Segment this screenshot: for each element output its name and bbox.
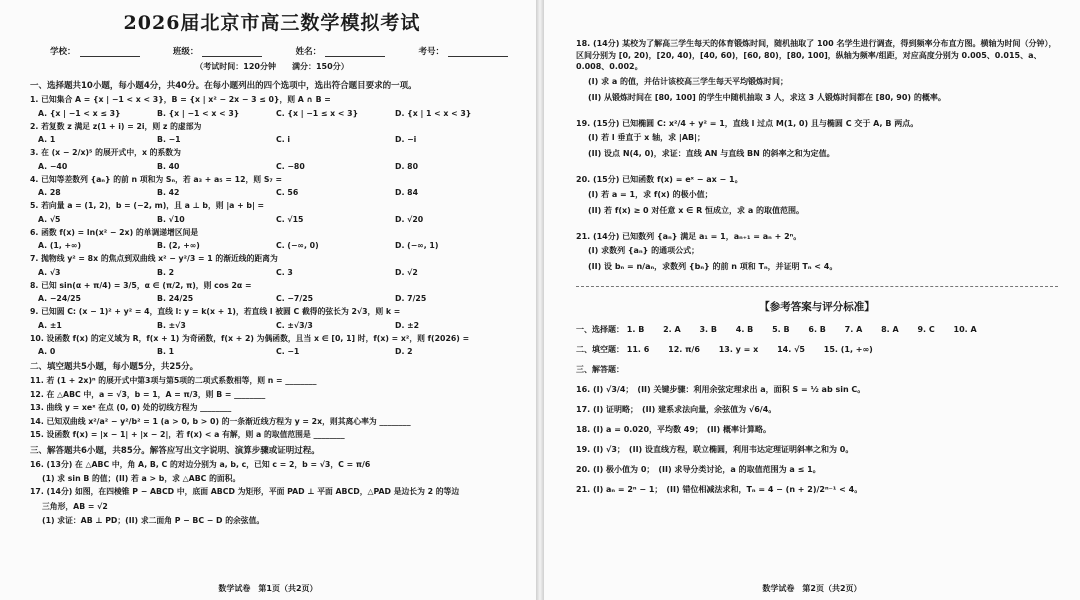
solve-question-16-parts: (1) 求 sin B 的值；(II) 若 a > b，求 △ABC 的面积。 xyxy=(42,474,241,483)
solve-question-17-cont: 三角形，AB = √2 xyxy=(42,501,108,511)
answer-item: 1. B xyxy=(626,325,645,334)
name-field: 姓名： xyxy=(296,45,386,57)
answer-17: 17. (I) 证明略； (II) 建系求法向量，余弦值为 √6/4。 xyxy=(576,405,777,414)
mc-question-10: 10. 设函数 f(x) 的定义域为 R，f(x + 1) 为奇函数，f(x + 2) 为偶函数，且当 x ∈ [0, 1] 时，f(x) = x²，则 f(2026) = A. 0 B. 1 C. −1 D. 2 xyxy=(30,334,514,357)
options: A. 0 B. 1 C. −1 D. 2 xyxy=(38,347,413,356)
solve-question-19: 19. (15分) 已知椭圆 C: x²/4 + y² = 1，直线 l 过点 M(1, 0) 且与椭圆 C 交于 A, B 两点。 xyxy=(576,118,919,128)
options: A. √3 B. 2 C. 3 D. √2 xyxy=(38,267,418,277)
solve-question-20: 20. (15分) 已知函数 f(x) = eˣ − ax − 1。 xyxy=(576,175,743,184)
solve-question-21: 21. (14分) 已知数列 {aₙ} 满足 a₁ = 1，aₙ₊₁ = aₙ + 2ⁿ。 xyxy=(576,231,802,241)
time-info: （考试时间：120分钟 满分：150分） xyxy=(195,62,349,71)
answer-item: 11. 6 xyxy=(626,345,650,354)
options: A. (1, +∞) B. (2, +∞) C. (−∞, 0) D. (−∞, 1) xyxy=(38,241,439,250)
mc-question-3: 3. 在 (x − 2/x)⁵ 的展开式中，x 的系数为 A. −40 B. 40 C. −80 D. 80 xyxy=(30,148,514,171)
section-choice-heading: 一、选择题共10小题，每小题4分，共40分。在每小题列出的四个选项中，选出符合题目要求的一项。 xyxy=(30,81,417,91)
exam-number-field: 考号： xyxy=(418,45,508,57)
page-1-footer: 数学试卷 第1页（共2页） xyxy=(218,584,318,593)
mc-question-2: 2. 若复数 z 满足 z(1 + i) = 2i，则 z 的虚部为 A. 1 B. −1 C. i D. −i xyxy=(30,122,514,145)
answer-fill-row: 二、填空题： 11. 6 12. π/6 13. y = x 14. √5 15. (1, +∞) xyxy=(576,345,873,354)
exam-title: 2026届北京市高三数学模拟考试 xyxy=(123,12,421,34)
options: A. √5 B. √10 C. √15 D. √20 xyxy=(38,214,424,224)
fill-question-12: 12. 在 △ABC 中，a = √3，b = 1，A = π/3，则 B = ________ xyxy=(30,389,266,399)
page-2-footer: 数学试卷 第2页（共2页） xyxy=(762,584,862,593)
section-solve-heading: 三、解答题共6小题，共85分。解答应写出文字说明、演算步骤或证明过程。 xyxy=(30,445,320,456)
school-field: 学校： xyxy=(50,45,140,57)
solve-question-20-part-2: (II) 若 f(x) ≥ 0 对任意 x ∈ R 恒成立，求 a 的取值范围。 xyxy=(588,205,805,215)
answer-choice-row: 一、选择题： 1. B 2. A 3. B 4. B 5. B 6. B 7. A 8. A 9. C 10. A xyxy=(576,325,977,334)
page-gutter xyxy=(536,0,544,600)
options: A. 28 B. 42 C. 56 D. 84 xyxy=(38,188,418,197)
answer-item: 8. A xyxy=(881,325,899,334)
solve-question-17-parts: (1) 求证：AB ⊥ PD；(II) 求二面角 P − BC − D 的余弦值。 xyxy=(42,515,265,525)
class-field: 班级： xyxy=(173,45,263,57)
answer-20: 20. (I) 极小值为 0； (II) 求导分类讨论，a 的取值范围为 a ≤ 1。 xyxy=(576,465,821,474)
mc-question-4: 4. 已知等差数列 {aₙ} 的前 n 项和为 Sₙ，若 a₃ + a₅ = 12，则 S₇ = A. 28 B. 42 C. 56 D. 84 xyxy=(30,175,514,198)
fill-question-14: 14. 已知双曲线 x²/a² − y²/b² = 1 (a > 0, b > 0) 的一条渐近线方程为 y = 2x，则其离心率为 ________ xyxy=(30,416,411,426)
mc-question-7: 7. 抛物线 y² = 8x 的焦点到双曲线 x² − y²/3 = 1 的渐近线的距离为 A. √3 B. 2 C. 3 D. √2 xyxy=(30,254,514,277)
solve-question-21-part-1: (I) 求数列 {aₙ} 的通项公式； xyxy=(588,246,700,255)
answer-18: 18. (I) a = 0.020，平均数 49； (II) 概率计算略。 xyxy=(576,425,771,434)
answer-21: 21. (I) aₙ = 2ⁿ − 1； (II) 错位相减法求和，Tₙ = 4 − (n + 2)/2ⁿ⁻¹ < 4。 xyxy=(576,485,863,494)
answer-item: 10. A xyxy=(953,325,977,334)
fill-question-13: 13. 曲线 y = xeˣ 在点 (0, 0) 处的切线方程为 ________ xyxy=(30,403,232,412)
mc-question-1: 1. 已知集合 A = {x | −1 < x < 3}，B = {x | x² − 2x − 3 ≤ 0}，则 A ∩ B = A. {x | −1 < x ≤ 3} B. {x | −1 < x < 3} C. {x | −1 ≤ x < 3} D. {x | 1 < x < 3} xyxy=(30,95,514,118)
answer-item: 9. C xyxy=(917,325,935,334)
fill-question-15: 15. 设函数 f(x) = |x − 1| + |x − 2|，若 f(x) < a 有解，则 a 的取值范围是 ________ xyxy=(30,430,345,439)
solve-question-19-part-2: (II) 设点 N(4, 0)，求证：直线 AN 与直线 BN 的斜率之和为定值。 xyxy=(588,149,835,158)
answer-title: 【参考答案与评分标准】 xyxy=(759,301,875,313)
answer-item: 6. B xyxy=(808,325,826,334)
answer-item: 2. A xyxy=(663,325,681,334)
options: A. ±1 B. ±√3 C. ±√3/3 D. ±2 xyxy=(38,320,420,330)
solve-question-18-part-1: (I) 求 a 的值，并估计该校高三学生每天平均锻炼时间； xyxy=(588,76,789,86)
school-blank xyxy=(80,56,140,57)
answer-item: 12. π/6 xyxy=(668,345,700,354)
answer-item: 4. B xyxy=(735,325,754,334)
answer-19: 19. (I) √3； (II) 设直线方程，联立椭圆，利用韦达定理证明斜率之和为 0。 xyxy=(576,445,854,454)
mc-question-9: 9. 已知圆 C: (x − 1)² + y² = 4，直线 l: y = k(x + 1)，若直线 l 被圆 C 截得的弦长为 2√3，则 k = A. ±1 B. ±√3 C. ±√3/3 D. ±2 xyxy=(30,307,514,330)
solve-question-19-part-1: (I) 若 l 垂直于 x 轴，求 |AB|； xyxy=(588,133,706,142)
fill-question-11: 11. 若 (1 + 2x)ⁿ 的展开式中第3项与第5项的二项式系数相等，则 n = ________ xyxy=(30,376,317,385)
options: A. −24/25 B. 24/25 C. −7/25 D. 7/25 xyxy=(38,294,427,303)
mc-question-5: 5. 若向量 a = (1, 2)，b = (−2, m)，且 a ⊥ b，则 |a + b| = A. √5 B. √10 C. √15 D. √20 xyxy=(30,201,514,224)
exam-page-1 xyxy=(0,0,536,600)
options: A. 1 B. −1 C. i D. −i xyxy=(38,135,417,144)
solve-question-18-part-2: (II) 从锻炼时间在 [80, 100] 的学生中随机抽取 3 人，求这 3 人锻炼时间都在 [80, 90) 的概率。 xyxy=(588,92,946,102)
mc-question-8: 8. 已知 sin(α + π/4) = 3/5，α ∈ (π/2, π)，则 cos 2α = A. −24/25 B. 24/25 C. −7/25 D. 7/25 xyxy=(30,281,514,304)
options: A. −40 B. 40 C. −80 D. 80 xyxy=(38,161,418,171)
answer-16: 16. (I) √3/4； (II) 关键步骤：利用余弦定理求出 a，面积 S = ½ ab sin C。 xyxy=(576,385,866,394)
answer-divider xyxy=(576,286,1058,287)
solve-question-17: 17. (14分) 如图，在四棱锥 P − ABCD 中，底面 ABCD 为矩形，平面 PAD ⊥ 平面 ABCD，△PAD 是边长为 2 的等边 xyxy=(30,487,460,496)
solve-question-21-part-2: (II) 设 bₙ = n/aₙ，求数列 {bₙ} 的前 n 项和 Tₙ，并证明 Tₙ < 4。 xyxy=(588,262,838,271)
solve-question-16: 16. (13分) 在 △ABC 中，角 A, B, C 的对边分别为 a, b, c，已知 c = 2，b = √3，C = π/6 xyxy=(30,459,371,469)
answer-item: 7. A xyxy=(844,325,863,334)
solve-question-18: 18. (14分) 某校为了解高三学生每天的体育锻炼时间，随机抽取了 100 名学生进行调查，得到频率分布直方图。横轴为时间（分钟），区间分别为 [0, 20)，[20, 40)，[40, 60)，[60, 80)，[80, 100]，纵轴为频率/组距，对应高度分别为 0.005、0.015、a、0.008、0.002。 xyxy=(576,39,1057,71)
class-blank xyxy=(202,56,262,57)
options: A. {x | −1 < x ≤ 3} B. {x | −1 < x < 3} C. {x | −1 ≤ x < 3} D. {x | 1 < x < 3} xyxy=(38,108,472,118)
exam-page-2 xyxy=(544,0,1080,600)
answer-solve-label: 三、解答题： xyxy=(576,365,624,374)
answer-item: 15. (1, +∞) xyxy=(823,345,873,354)
exam-number-blank xyxy=(448,56,508,57)
name-blank xyxy=(325,56,385,57)
answer-item: 14. √5 xyxy=(777,345,805,354)
mc-question-6: 6. 函数 f(x) = ln(x² − 2x) 的单调递增区间是 A. (1, +∞) B. (2, +∞) C. (−∞, 0) D. (−∞, 1) xyxy=(30,228,514,251)
answer-item: 3. B xyxy=(699,325,717,334)
student-info-row xyxy=(50,45,508,57)
section-fill-heading: 二、填空题共5小题，每小题5分，共25分。 xyxy=(30,362,199,372)
answer-item: 5. B xyxy=(772,325,790,334)
answer-item: 13. y = x xyxy=(718,345,759,354)
solve-question-20-part-1: (I) 若 a = 1，求 f(x) 的极小值； xyxy=(588,189,713,199)
